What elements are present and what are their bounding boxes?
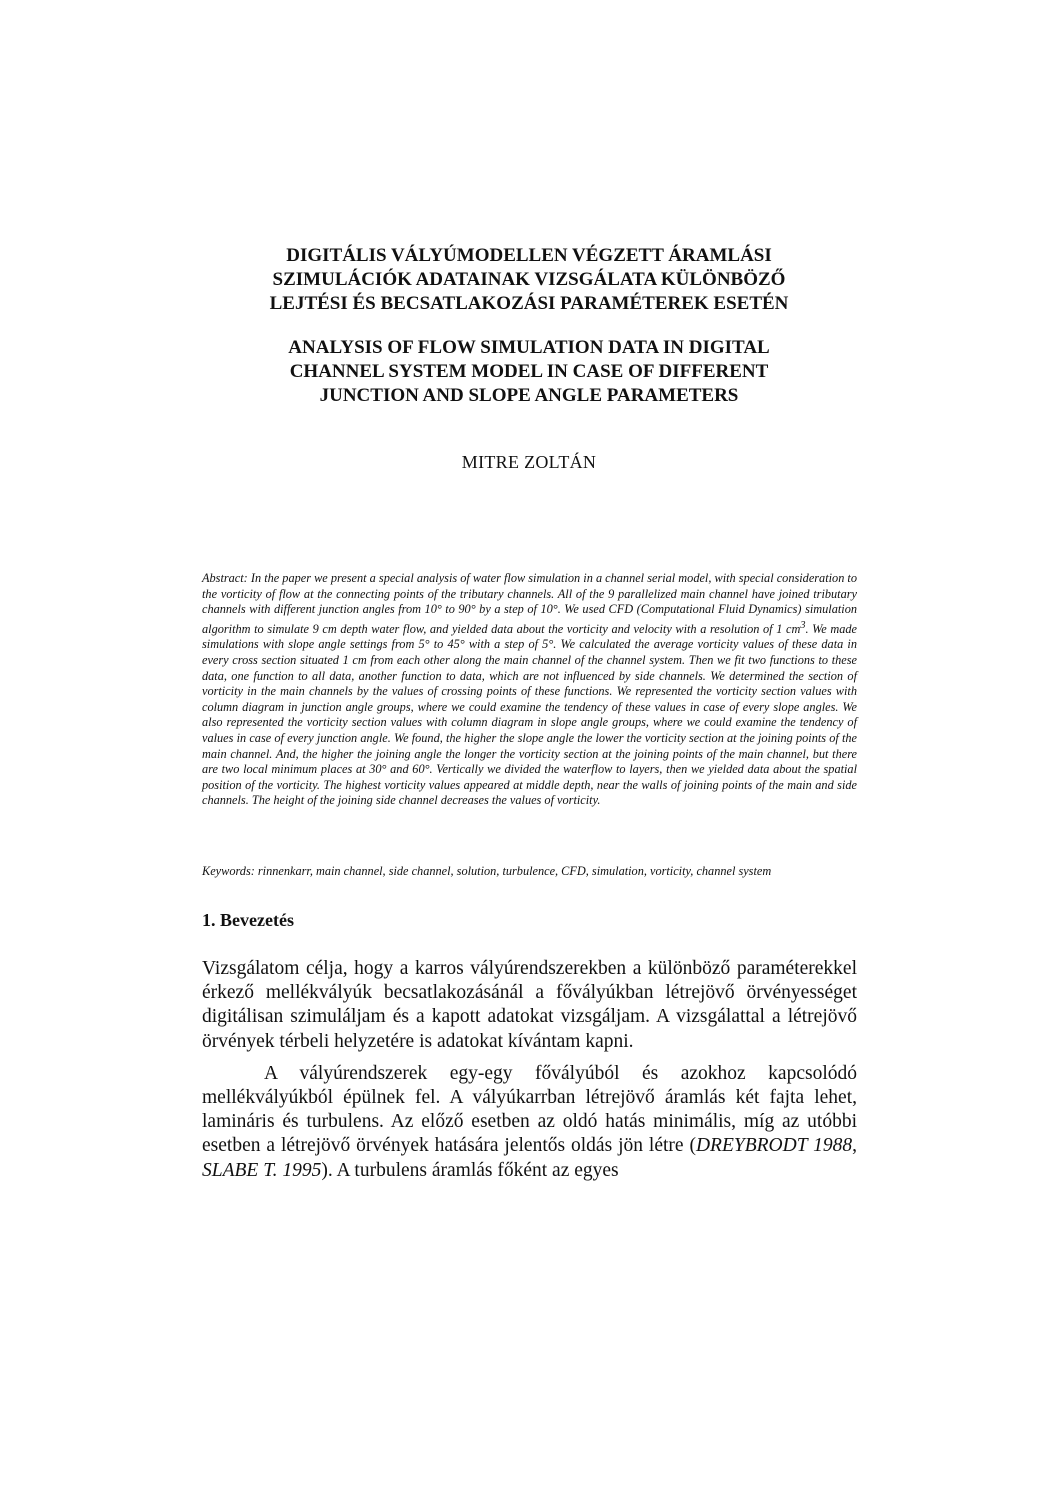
title-hu-line: DIGITÁLIS VÁLYÚMODELLEN VÉGZETT ÁRAMLÁSI bbox=[286, 245, 772, 266]
title-english bbox=[200, 336, 858, 408]
citation-dreybrodt: DREYBRODT 1988 bbox=[695, 1135, 853, 1157]
citation-separator: , bbox=[852, 1135, 857, 1157]
title-hu-line: LEJTÉSI ÉS BECSATLAKOZÁSI PARAMÉTEREK ESETÉN bbox=[269, 293, 789, 314]
abstract bbox=[202, 571, 857, 809]
title-block bbox=[200, 244, 858, 408]
author-name: MITRE ZOLTÁN bbox=[461, 452, 597, 472]
section-heading: 1. Bevezetés bbox=[202, 910, 294, 930]
title-en-line: JUNCTION AND SLOPE ANGLE PARAMETERS bbox=[319, 385, 739, 406]
body-text-span: A vályúrendszerek egy-egy fővályúból és azokhoz kapcsolódó mellékvályúkból épülnek fel. A vályúkarrban létrejövő áramlás két fajta lehet, lamináris és turbulens. Az előző esetben az oldó hatás minimális, míg az utóbbi esetben a létrejövő örvények hatására jelentős oldás jön létre ( bbox=[202, 1062, 857, 1157]
abstract-text-part1: Abstract: In the paper we present a special analysis of water flow simulation in a channel serial model, with special consideration to the vorticity of flow at the connecting points of the tributary channels. All of the 9 parallelized main channel have joined tributary channels with different junction angles from 10° to 90° by a step of 10°. We used CFD (Computational Fluid Dynamics) simulation algorithm to simulate 9 cm depth water flow, and yielded data about the vorticity and velocity with a resolution of 1 cm bbox=[202, 571, 857, 636]
keywords: Keywords: rinnenkarr, main channel, side channel, solution, turbulence, CFD, simulation, vorticity, channel system bbox=[202, 864, 772, 878]
body-paragraph-1: Vizsgálatom célja, hogy a karros vályúrendszerekben a különböző paraméterekkel érkező mellékvályúk becsatlakozásánál a fővályúkban létrejövő örvényességet digitálisan szimuláljam és a kapott adatokat vizsgáljam. A vizsgálattal a létrejövő örvények térbeli helyzetére is adatokat kívántam kapni. bbox=[202, 958, 857, 1052]
body-text bbox=[202, 957, 857, 1191]
citation-slabe: SLABE T. 1995 bbox=[202, 1159, 322, 1181]
title-hungarian bbox=[200, 244, 858, 316]
abstract-text-part2: . We made simulations with slope angle settings from 5° to 45° with a step of 5°. We calculated the average vorticity values of these data in every cross section situated 1 cm from each other along the main channel of the channel system. Then we fit two functions to these data, one function to all data, another function to data, which are not influenced by side channels. We determined the section of vorticity in the main channels by the values of crossing points of these functions. We represented the vorticity section values with column diagram in junction angle groups, where we could examine the tendency of these values in case of every slope angles. We also represented the vorticity section values with column diagram in slope angle groups, where we could examine the tendency of values in case of every junction angle. We found, the higher the slope angle the lower the vorticity section at the joining points of the main channel. And, the higher the joining angle the longer the vorticity section at the joining points of the main channel, but there are two local minimum places at 30° and 60°. Vertically we divided the waterflow to layers, then we yielded data about the spatial position of the vorticity. The highest vorticity values appeared at middle depth, near the walls of joining points of the main and side channels. The height of the joining side channel decreases the values of vorticity. bbox=[202, 621, 857, 808]
body-text-span: ). A turbulens áramlás főként az egyes bbox=[321, 1159, 619, 1181]
abstract-paragraph bbox=[202, 571, 857, 809]
abstract-superscript: 3 bbox=[800, 619, 806, 631]
body-paragraph-2 bbox=[202, 1062, 857, 1183]
title-en-line: ANALYSIS OF FLOW SIMULATION DATA IN DIGITAL bbox=[288, 337, 770, 358]
title-hu-line: SZIMULÁCIÓK ADATAINAK VIZSGÁLATA KÜLÖNBÖZŐ bbox=[272, 269, 786, 290]
title-en-line: CHANNEL SYSTEM MODEL IN CASE OF DIFFERENT bbox=[289, 361, 769, 382]
